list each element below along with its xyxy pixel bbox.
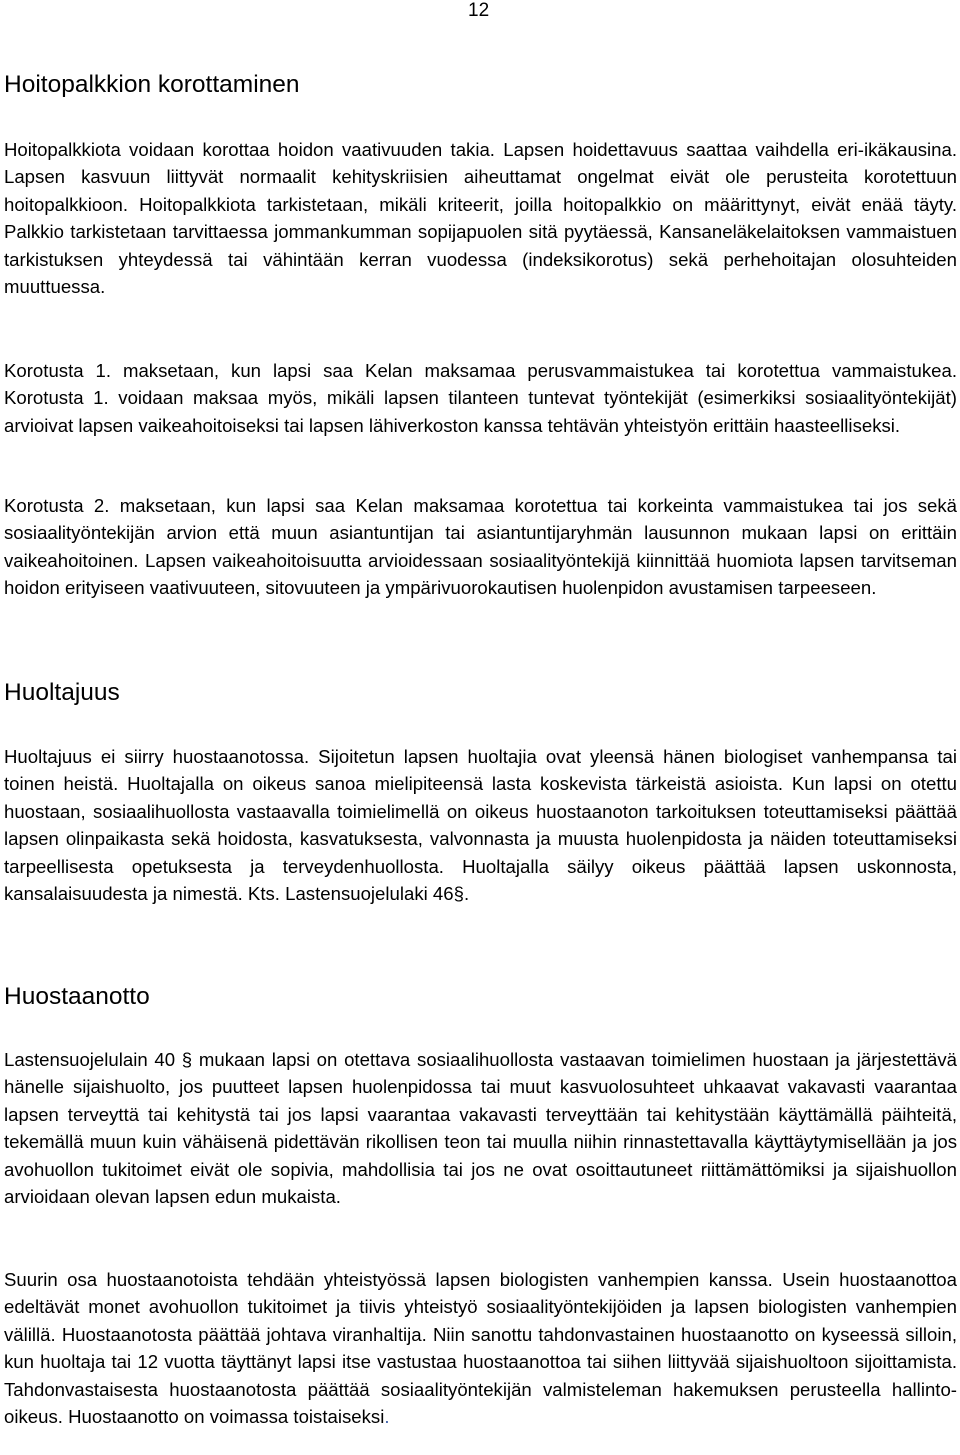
- paragraph: Korotusta 2. maksetaan, kun lapsi saa Kelan maksamaa korotettua tai korkeinta vammaistukea tai jos sekä sosiaalityöntekijän arvion että muun asiantuntijan tai asiantuntijaryhmän lausunnon mukaan lapsi on erittäin vaikeahoitoinen. Lapsen vaikeahoitoisuutta arvioidessaan sosiaalityöntekijä kiinnittää huomiota lapsen tarvitseman hoidon erityiseen vaativuuteen, sitovuuteen ja ympärivuorokautisen huolenpidon avustamisen tarpeeseen.: [4, 495, 957, 599]
- paragraph: Huoltajuus ei siirry huostaanotossa. Sijoitetun lapsen huoltajia ovat yleensä hänen biologiset vanhempansa tai toinen heistä. Huoltajalla on oikeus sanoa mielipiteensä lasta koskevista tärkeistä asioista. Kun lapsi on otettu huostaan, sosiaalihuollosta vastaavalla toimielimellä on oikeus huostaanoton tarkoituksen toteuttamiseksi päättää lapsen olinpaikasta sekä hoidosta, kasvatuksesta, valvonnasta ja muusta huolenpidosta ja näiden toteuttamiseksi tarpeellisesta opetuksesta ja terveydenhuollosta. Huoltajalla säilyy oikeus päättää lapsen uskonnosta, kansalaisuudesta ja nimestä. Kts. Lastensuojelulaki 46§.: [4, 746, 957, 905]
- page-number: 12: [468, 0, 490, 21]
- paragraph: Lastensuojelulain 40 § mukaan lapsi on otettava sosiaalihuollosta vastaavan toimielimen huostaan ja järjestettävä hänelle sijaishuolto, jos puutteet lapsen huolenpidossa tai muut kasvuolosuhteet uhkaavat vakavasti vaarantaa lapsen terveyttä tai kehitystä tai jos lapsi vaarantaa vakavasti terveyttään tai kehitystään käyttämällä päihteitä, tekemällä muun kuin vähäisenä pidettävän rikollisen teon tai muulla niihin rinnastettavalla käyttäytymisellään ja jos avohuollon tukitoimet eivät ole sopivia, mahdollisia tai jos ne ovat osoittautuneet riittämättömiksi ja sijaishuollon arvioidaan olevan lapsen edun mukaista.: [4, 1049, 957, 1208]
- paragraph: Korotusta 1. maksetaan, kun lapsi saa Kelan maksamaa perusvammaistukea tai korotettua vammaistukea. Korotusta 1. voidaan maksaa myös, mikäli lapsen tilanteen tuntevat työntekijät (esimerkiksi sosiaalityöntekijät) arvioivat lapsen vaikeahoitoiseksi tai lapsen lähiverkoston kanssa tehtävän yhteistyön erittäin haasteelliseksi.: [4, 360, 957, 436]
- paragraph: Hoitopalkkiota voidaan korottaa hoidon vaativuuden takia. Lapsen hoidettavuus saattaa vaihdella eri-ikäkausina. Lapsen kasvuun liittyvät normaalit kehityskriisien aiheuttamat ongelmat eivät ole perusteita korotettuun hoitopalkkioon. Hoitopalkkiota tarkistetaan, mikäli kriteerit, joilla hoitopalkkio on määrittynyt, eivät enää täyty. Palkkio tarkistetaan tarvittaessa jommankumman sopijapuolen sitä pyytäessä, Kansaneläkelaitoksen vammaistuen tarkistuksen yhteydessä tai vähintään kerran vuodessa (indeksikorotus) sekä perhehoitajan olosuhteiden muuttuessa.: [4, 139, 957, 298]
- section-heading-hoitopalkkion-korottaminen: Hoitopalkkion korottaminen: [4, 71, 300, 98]
- section-heading-huostaanotto: Huostaanotto: [4, 983, 150, 1010]
- trailing-period: .: [384, 1406, 390, 1428]
- section-heading-huoltajuus: Huoltajuus: [4, 679, 120, 706]
- paragraph: [4, 1266, 957, 1430]
- paragraph-text: Suurin osa huostaanotoista tehdään yhteistyössä lapsen biologisten vanhempien kanssa. Usein huostaanottoa edeltävät monet avohuollon tukitoimet ja tiivis yhteistyö sosiaalityöntekijöiden ja lapsen biologisten vanhempien välillä. Huostaanotosta päättää johtava viranhaltija. Niin sanottu tahdonvastainen huostaanotto on kyseessä silloin, kun huoltaja tai 12 vuotta täyttänyt lapsi itse vastustaa huostaanottoa tai siihen liittyvää sijaishuoltoon sijoittamista. Tahdonvastaisesta huostaanotosta päättää sosiaalityöntekijän valmisteleman hakemuksen perusteella hallinto-oikeus. Huostaanotto on voimassa toistaiseksi: [4, 1269, 957, 1428]
